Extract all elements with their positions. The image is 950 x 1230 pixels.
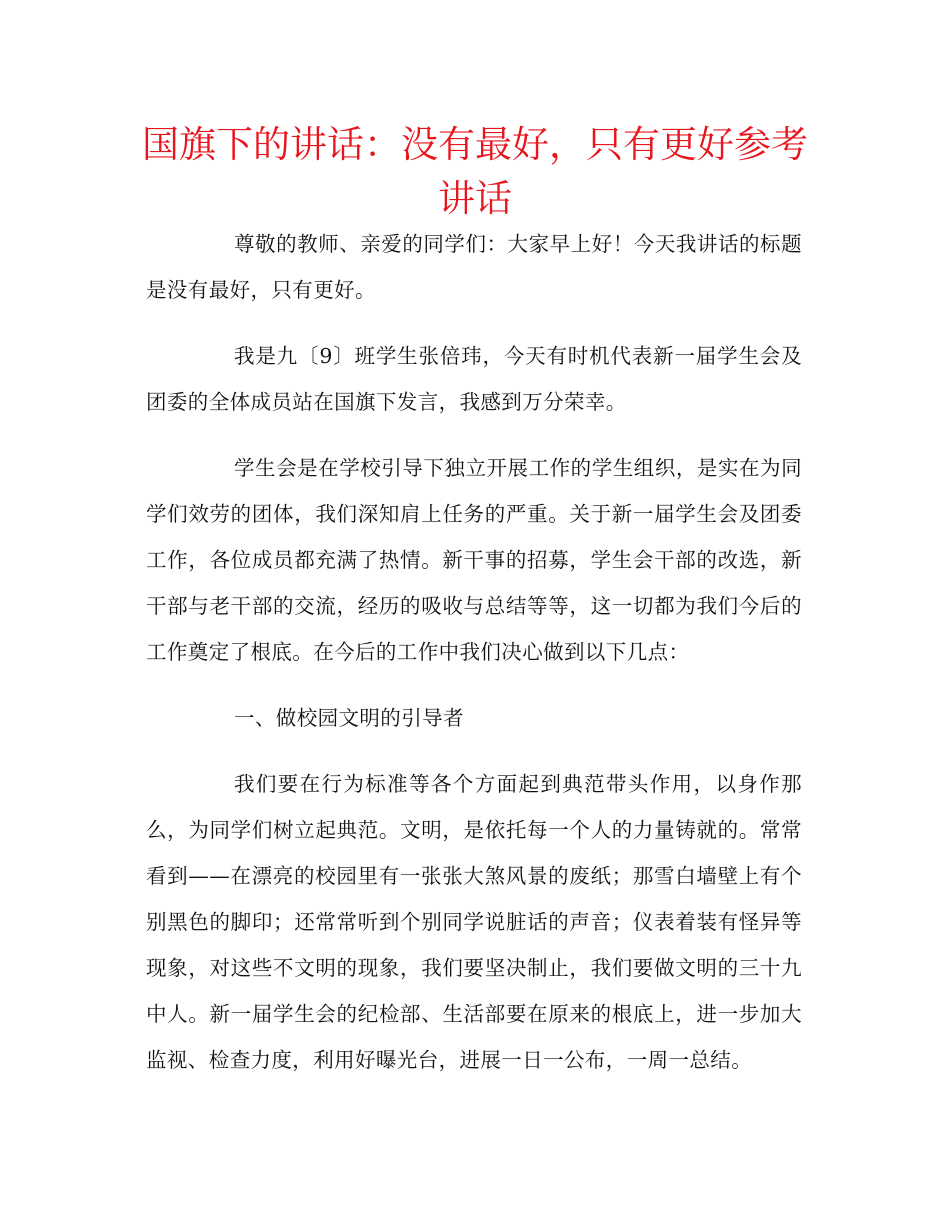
paragraph-greeting: 尊敬的教师、亲爱的同学们：大家早上好！今天我讲话的标题是没有最好，只有更好。 — [146, 232, 802, 302]
document-body — [146, 221, 802, 1103]
paragraph-civility: 我们要在行为标准等各个方面起到典范带头作用，以身作那么，为同学们树立起典范。文明，是依托每一个人的力量铸就的。常常看到——在漂亮的校园里有一张张大煞风景的废纸；那雪白墙壁上有个别黑色的脚印；还常常听到个别同学说脏话的声音；仪表着装有怪异等现象，对这些不文明的现象，我们要坚决制止，我们要做文明的三十九中人。新一届学生会的纪检部、生活部要在原来的根底上，进一步加大监视、检查力度，利用好曝光台，进展一日一公布，一周一总结。 — [146, 772, 802, 1072]
document-title: 国旗下的讲话：没有最好，只有更好参考讲话 — [142, 123, 808, 220]
paragraph-student-union: 学生会是在学校引导下独立开展工作的学生组织，是实在为同学们效劳的团体，我们深知肩上任务的严重。关于新一届学生会及团委工作，各位成员都充满了热情。新干事的招募，学生会干部的改选，新干部与老干部的交流，经历的吸收与总结等等，这一切都为我们今后的工作奠定了根底。在今后的工作中我们决心做到以下几点： — [146, 456, 802, 664]
paragraph-introduction: 我是九〔9〕班学生张倍玮，今天有时机代表新一届学生会及团委的全体成员站在国旗下发言，我感到万分荣幸。 — [146, 344, 802, 414]
section-heading-1: 一、做校园文明的引导者 — [234, 706, 464, 730]
